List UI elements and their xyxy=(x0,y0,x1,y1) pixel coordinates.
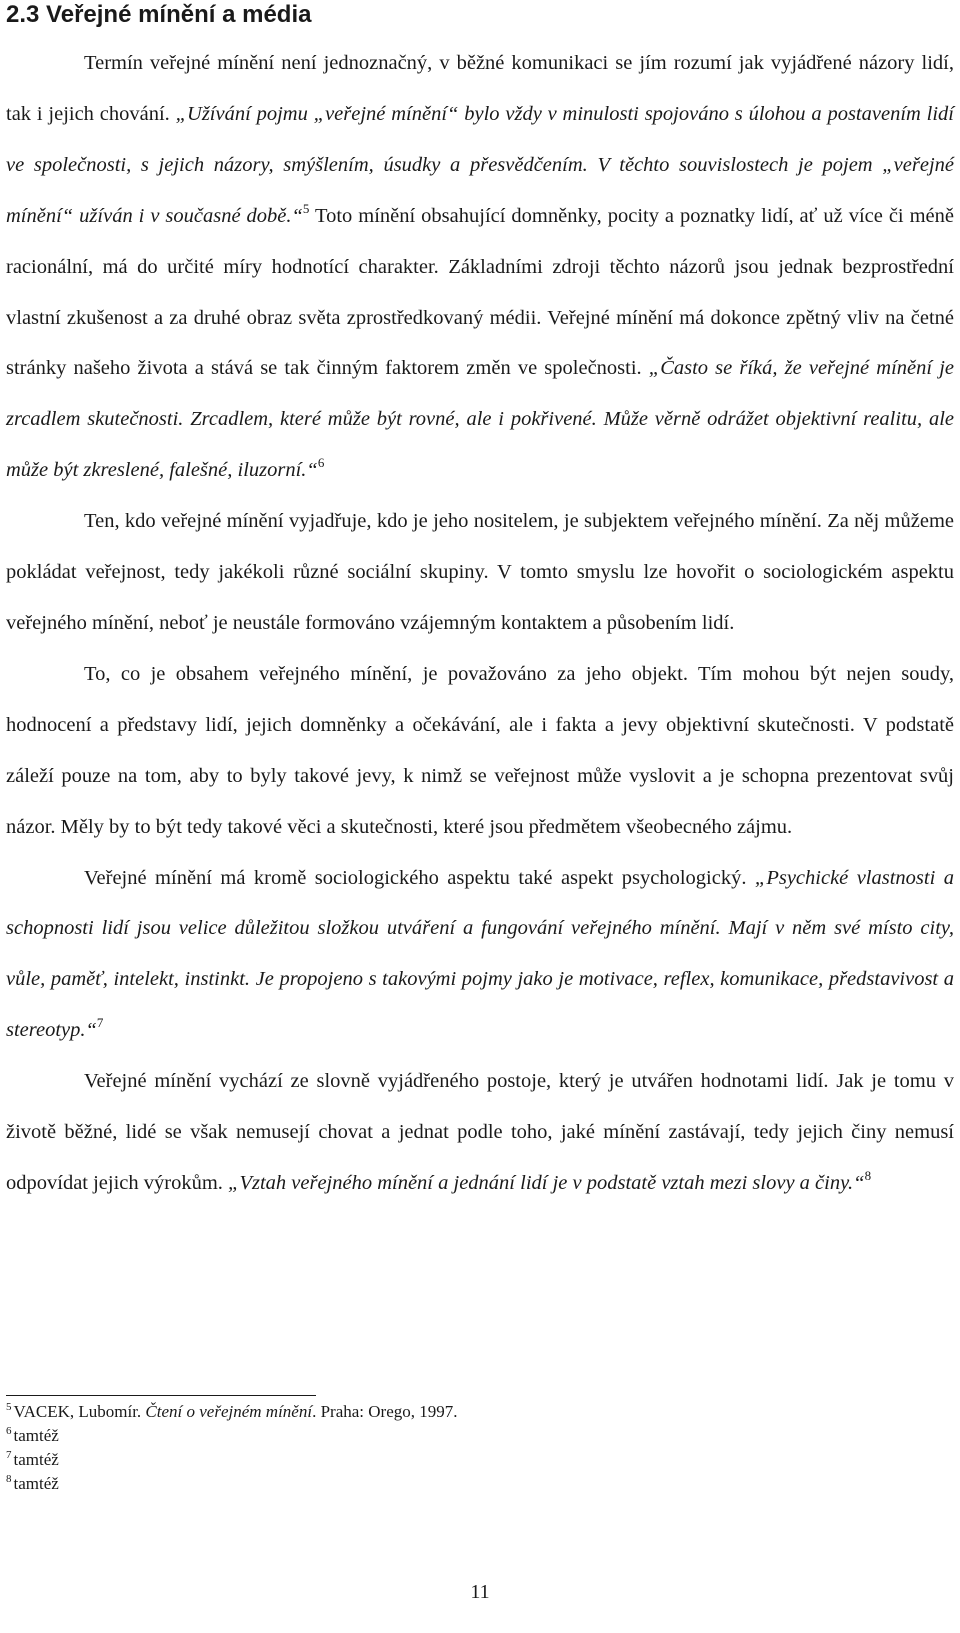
footnote-number: 8 xyxy=(6,1473,12,1485)
paragraph-4-sentence: Veřejné mínění má kromě sociologického aspektu také aspekt psychologický. xyxy=(84,866,755,889)
footnote-divider xyxy=(6,1395,316,1396)
paragraph-5-sentence: Veřejné mínění vychází ze slovně vyjádřeného postoje, který je utvářen hodnotami lidí. Jak je tomu v životě běžné, lidé se však nemusejí chovat a jednat podle toho, jaké mínění zastávají, tedy jejich činy nemusí odpovídat jejich výrokům. xyxy=(6,1070,954,1194)
footnote-publisher: . Praha: Orego, 1997. xyxy=(312,1402,458,1421)
quote-2: „Často se říká, že veřejné mínění je zrcadlem skutečnosti. Zrcadlem, které může být rovné, ale i pokřivené. Může věrně odrážet objektivní realitu, ale může být zkreslené, falešné, iluzorní.“ xyxy=(6,357,954,482)
footnote-ref-5: 5 xyxy=(302,200,310,216)
footnote-ref-7: 7 xyxy=(96,1015,104,1031)
paragraph-4 xyxy=(6,853,954,1057)
footnote-number: 6 xyxy=(6,1425,12,1437)
section-heading: 2.3 Veřejné mínění a média xyxy=(6,1,312,28)
paragraph-1 xyxy=(6,38,954,496)
paragraph-1-sentence: Termín veřejné mínění není jednoznačný, v běžné komunikaci se jím rozumí jak vyjádřené názory lidí, tak i jejich chování. xyxy=(6,52,954,125)
paragraph-5 xyxy=(6,1056,954,1209)
footnote-5 xyxy=(6,1400,906,1424)
body-text xyxy=(6,38,954,1209)
footnote-7 xyxy=(6,1448,906,1472)
quote-1: „Užívání pojmu „veřejné mínění“ bylo vždy v minulosti spojováno s úlohou a postavením lidí ve společnosti, s jejich názory, smýšlením, úsudky a přesvědčením. V těchto souvislostech je pojem „veřejné mínění“ užíván i v současné době.“ xyxy=(6,102,954,227)
footnote-text: tamtéž xyxy=(13,1450,59,1469)
footnote-ref-8: 8 xyxy=(864,1167,872,1183)
footnote-text: tamtéž xyxy=(13,1426,59,1445)
paragraph-2: Ten, kdo veřejné mínění vyjadřuje, kdo je jeho nositelem, je subjektem veřejného mínění. Za něj můžeme pokládat veřejnost, tedy jakékoli různé sociální skupiny. V tomto smyslu lze hovořit o sociologickém aspektu veřejného mínění, neboť je neustále formováno vzájemným kontaktem a působením lidí. xyxy=(6,510,954,634)
paragraph-1-sentence-2: Toto mínění obsahující domněnky, pocity a poznatky lidí, ať už více či méně racionální, má do určité míry hodnotící charakter. Základními zdroji těchto názorů jsou jednak bezprostřední vlastní zkušenost a za druhé obraz světa zprostředkovaný médii. Veřejné mínění má dokonce zpětný vliv na četné stránky našeho života a stává se tak činným faktorem změn ve společnosti. xyxy=(6,204,954,380)
footnote-8 xyxy=(6,1472,906,1496)
footnote-title: Čtení o veřejném mínění xyxy=(145,1402,313,1421)
footnote-number: 5 xyxy=(6,1401,12,1413)
footnotes xyxy=(6,1400,906,1496)
quote-4: „Vztah veřejného mínění a jednání lidí je v podstatě vztah mezi slovy a činy.“ xyxy=(228,1171,865,1194)
footnote-6 xyxy=(6,1424,906,1448)
footnote-number: 7 xyxy=(6,1449,12,1461)
page-number: 11 xyxy=(470,1581,490,1603)
footnote-text: tamtéž xyxy=(13,1474,59,1493)
footnote-author: VACEK, Lubomír. xyxy=(13,1402,146,1421)
paragraph-3: To, co je obsahem veřejného mínění, je považováno za jeho objekt. Tím mohou být nejen soudy, hodnocení a představy lidí, jejich domněnky a očekávání, ale i fakta a jevy objektivní skutečnosti. V podstatě záleží pouze na tom, aby to byly takové jevy, k nimž se veřejnost může vyslovit a je schopna prezentovat svůj názor. Měly by to být tedy takové věci a skutečnosti, které jsou předmětem všeobecného zájmu. xyxy=(6,662,954,838)
quote-3: „Psychické vlastnosti a schopnosti lidí jsou velice důležitou složkou utváření a fungování veřejného mínění. Mají v něm své místo city, vůle, paměť, intelekt, instinkt. Je propojeno s takovými pojmy jako je motivace, reflex, komunikace, představivost a stereotyp.“ xyxy=(6,866,954,1042)
footnote-ref-6: 6 xyxy=(317,455,325,471)
